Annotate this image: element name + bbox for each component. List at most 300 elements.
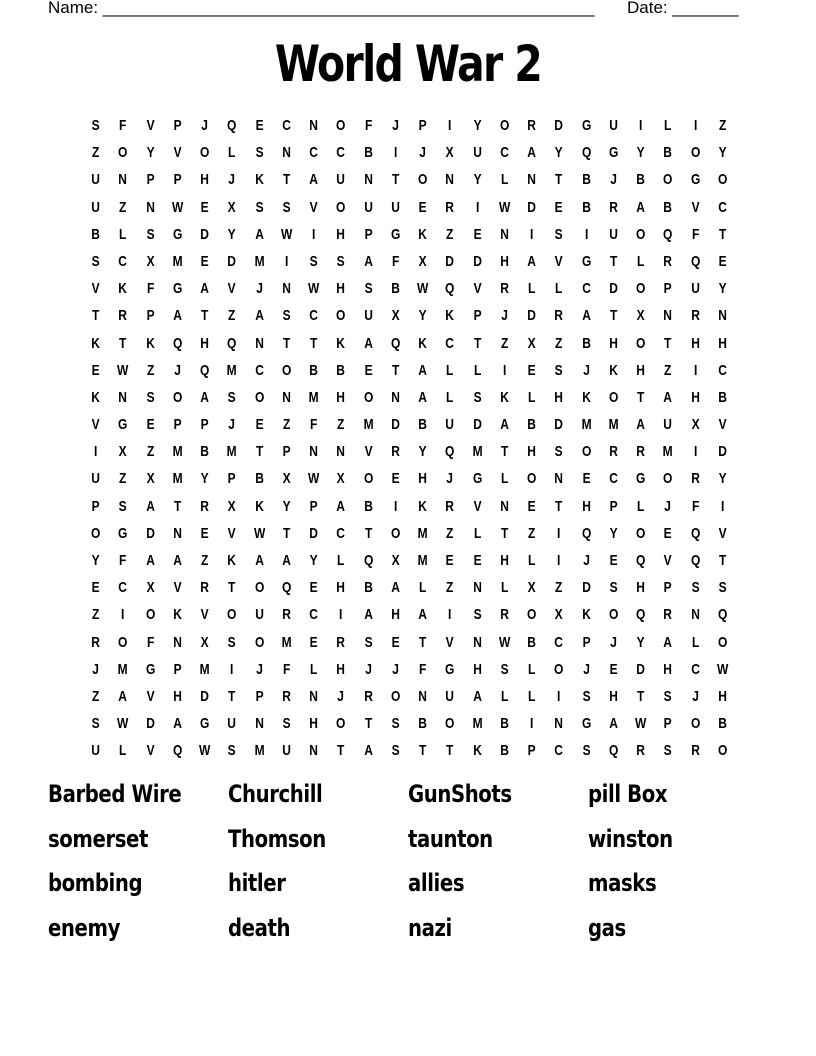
grid-letter: Q [227, 334, 237, 352]
grid-letter: G [145, 660, 155, 678]
grid-letter: B [500, 742, 509, 760]
grid-letter: N [554, 470, 564, 488]
grid-letter: D [527, 307, 536, 325]
grid-letter: J [92, 660, 99, 678]
grid-letter: M [417, 524, 428, 542]
grid-letter: I [529, 715, 534, 733]
grid-letter: N [282, 280, 291, 298]
grid-letter: S [282, 715, 291, 733]
grid-letter: A [282, 552, 291, 569]
grid-letter: U [609, 225, 618, 243]
grid-letter: X [391, 552, 400, 569]
grid-letter: T [282, 171, 291, 189]
grid-letter: R [200, 497, 209, 515]
grid-letter: O [336, 198, 346, 216]
grid-letter: N [690, 606, 700, 624]
grid-letter: I [557, 524, 561, 542]
grid-letter: S [500, 660, 509, 678]
grid-letter: R [609, 198, 618, 216]
grid-letter: N [527, 171, 536, 189]
grid-letter: L [119, 225, 127, 243]
grid-letter: R [445, 497, 455, 515]
grid-letter: T [636, 687, 645, 705]
grid-letter: A [663, 633, 673, 651]
grid-letter: B [254, 470, 264, 488]
grid-letter: C [118, 579, 128, 597]
grid-letter: F [364, 117, 372, 134]
grid-letter: T [228, 579, 236, 597]
grid-letter: B [363, 144, 373, 162]
grid-row [82, 112, 736, 139]
grid-letter: I [693, 443, 697, 461]
grid-letter: M [254, 742, 265, 760]
grid-letter: H [309, 715, 318, 733]
grid-letter: Z [119, 470, 127, 488]
grid-letter: N [718, 307, 727, 325]
grid-row [82, 656, 736, 683]
grid-letter: M [308, 388, 319, 406]
grid-letter: A [254, 225, 264, 243]
grid-letter: O [390, 524, 401, 542]
grid-letter: U [91, 198, 100, 216]
grid-letter: T [664, 334, 672, 352]
grid-letter: B [581, 334, 591, 352]
grid-letter: N [118, 388, 128, 406]
grid-letter: O [717, 633, 728, 651]
grid-letter: O [690, 144, 700, 162]
grid-letter: P [146, 171, 155, 189]
grid-letter: S [146, 225, 155, 243]
grid-letter: O [554, 660, 564, 678]
grid-letter: P [146, 307, 155, 325]
grid-letter: B [636, 171, 645, 189]
grid-letter: M [117, 660, 128, 678]
grid-letter: J [255, 660, 263, 678]
grid-letter: S [227, 633, 236, 651]
grid-letter: N [145, 198, 155, 216]
grid-row [82, 683, 736, 710]
grid-letter: U [363, 307, 373, 325]
grid-letter: L [555, 280, 563, 298]
grid-letter: A [363, 252, 373, 270]
grid-letter: K [336, 334, 346, 352]
grid-letter: R [336, 633, 346, 651]
grid-letter: K [500, 388, 509, 406]
grid-letter: M [581, 416, 592, 434]
grid-letter: Z [91, 606, 100, 624]
grid-letter: O [336, 117, 346, 134]
grid-letter: W [117, 361, 129, 379]
grid-letter: N [500, 225, 509, 243]
grid-letter: H [690, 388, 700, 406]
grid-letter: Z [119, 198, 127, 216]
grid-letter: B [718, 388, 727, 406]
grid-letter: S [473, 388, 482, 406]
grid-letter: U [472, 144, 482, 162]
grid-letter: L [664, 117, 672, 134]
grid-letter: Y [718, 144, 727, 162]
grid-letter: H [336, 579, 346, 597]
grid-letter: K [472, 742, 482, 760]
grid-letter: T [446, 742, 454, 760]
grid-letter: I [393, 144, 398, 162]
grid-letter: U [363, 198, 373, 216]
grid-letter: V [91, 416, 100, 434]
grid-letter: N [309, 742, 318, 760]
grid-letter: P [663, 280, 672, 298]
grid-letter: E [255, 117, 264, 134]
grid-letter: P [609, 497, 618, 515]
grid-letter: S [391, 715, 400, 733]
grid-letter: H [609, 687, 618, 705]
grid-letter: N [118, 171, 128, 189]
grid-letter: L [527, 660, 536, 678]
grid-letter: J [582, 660, 590, 678]
grid-letter: J [582, 361, 590, 379]
grid-letter: W [307, 470, 320, 488]
grid-letter: J [337, 687, 345, 705]
grid-letter: R [690, 470, 700, 488]
grid-letter: F [146, 633, 154, 651]
grid-letter: T [282, 524, 291, 542]
grid-letter: E [391, 470, 400, 488]
grid-letter: P [527, 742, 536, 760]
grid-letter: X [336, 470, 345, 488]
grid-letter: M [172, 252, 183, 270]
grid-letter: N [336, 443, 346, 461]
grid-letter: M [254, 252, 265, 270]
grid-letter: B [527, 416, 536, 434]
grid-letter: X [691, 416, 700, 434]
grid-letter: E [418, 198, 427, 216]
grid-letter: A [363, 606, 373, 624]
grid-letter: V [227, 280, 236, 298]
grid-letter: D [200, 225, 209, 243]
grid-row [82, 275, 736, 302]
grid-letter: O [663, 171, 673, 189]
grid-letter: R [690, 307, 700, 325]
grid-letter: C [690, 660, 700, 678]
grid-row [82, 438, 736, 465]
grid-letter: T [391, 171, 400, 189]
grid-letter: P [418, 117, 427, 134]
grid-letter: L [527, 552, 536, 569]
grid-letter: H [200, 171, 209, 189]
grid-letter: F [418, 660, 427, 678]
grid-letter: E [309, 579, 318, 597]
grid-letter: Q [690, 524, 700, 542]
grid-letter: K [445, 307, 455, 325]
grid-letter: G [472, 470, 482, 488]
grid-letter: O [281, 361, 292, 379]
grid-letter: A [527, 144, 536, 162]
grid-letter: D [636, 660, 645, 678]
grid-letter: S [663, 742, 672, 760]
grid-letter: M [472, 715, 483, 733]
grid-letter: C [309, 307, 318, 325]
grid-letter: I [720, 497, 725, 515]
grid-letter: L [446, 388, 454, 406]
grid-letter: L [527, 388, 536, 406]
grid-letter: I [529, 225, 534, 243]
grid-row [82, 737, 736, 764]
grid-letter: Y [200, 470, 209, 488]
grid-letter: O [663, 470, 673, 488]
grid-letter: I [557, 687, 561, 705]
grid-letter: P [309, 497, 318, 515]
grid-letter: L [228, 144, 236, 162]
word-bank-item: enemy [48, 913, 120, 942]
grid-letter: I [311, 225, 316, 243]
grid-letter: W [280, 225, 293, 243]
grid-letter: U [391, 198, 400, 216]
grid-letter: E [200, 524, 209, 542]
grid-letter: O [608, 388, 619, 406]
grid-letter: H [718, 687, 727, 705]
grid-letter: P [282, 443, 291, 461]
grid-letter: T [228, 687, 236, 705]
grid-letter: B [581, 171, 591, 189]
grid-letter: R [636, 443, 645, 461]
grid-letter: E [309, 633, 318, 651]
grid-row [82, 574, 736, 601]
grid-letter: O [635, 524, 646, 542]
grid-letter: U [91, 470, 100, 488]
grid-letter: C [309, 144, 318, 162]
grid-letter: T [609, 307, 618, 325]
grid-letter: K [173, 606, 182, 624]
grid-letter: T [718, 225, 727, 243]
grid-letter: G [118, 416, 128, 434]
word-bank-item: gas [588, 913, 626, 942]
grid-letter: F [282, 660, 291, 678]
grid-letter: N [663, 307, 673, 325]
grid-letter: W [253, 524, 265, 542]
grid-letter: H [336, 660, 346, 678]
grid-row [82, 520, 736, 547]
grid-letter: S [582, 742, 591, 760]
grid-letter: U [445, 687, 455, 705]
grid-row [82, 357, 736, 384]
grid-letter: I [502, 361, 507, 379]
grid-letter: H [391, 606, 400, 624]
grid-letter: Q [635, 606, 646, 624]
grid-letter: T [473, 334, 481, 352]
grid-letter: L [119, 742, 127, 760]
grid-row [82, 248, 736, 275]
grid-letter: X [527, 334, 536, 352]
grid-letter: H [500, 552, 509, 569]
grid-letter: D [145, 715, 155, 733]
grid-letter: M [226, 443, 237, 461]
grid-letter: E [391, 633, 400, 651]
grid-letter: O [227, 606, 237, 624]
grid-letter: R [363, 687, 373, 705]
grid-letter: U [254, 606, 264, 624]
grid-letter: Q [199, 361, 210, 379]
grid-letter: Y [282, 497, 291, 515]
grid-letter: C [500, 144, 509, 162]
grid-letter: O [254, 633, 264, 651]
grid-letter: G [199, 715, 210, 733]
grid-letter: A [663, 388, 673, 406]
grid-letter: J [228, 171, 236, 189]
grid-letter: O [90, 524, 101, 542]
grid-letter: R [690, 742, 700, 760]
grid-letter: J [228, 416, 236, 434]
grid-letter: T [718, 552, 727, 569]
grid-letter: T [282, 334, 291, 352]
grid-letter: S [554, 225, 563, 243]
grid-letter: X [227, 198, 236, 216]
grid-letter: N [363, 171, 373, 189]
grid-letter: V [663, 552, 672, 569]
grid-letter: K [418, 334, 427, 352]
grid-row [82, 547, 736, 574]
grid-letter: G [172, 280, 183, 298]
name-field-label: Name: ____________________________________________________ [48, 0, 595, 17]
grid-letter: E [91, 579, 100, 597]
grid-letter: T [609, 252, 618, 270]
grid-letter: R [282, 687, 291, 705]
grid-letter: L [691, 633, 699, 651]
grid-letter: S [309, 252, 318, 270]
grid-letter: Y [418, 443, 427, 461]
grid-letter: G [445, 660, 455, 678]
grid-letter: L [337, 552, 345, 569]
grid-letter: Z [146, 361, 154, 379]
grid-letter: O [581, 443, 591, 461]
grid-letter: Z [91, 144, 100, 162]
grid-letter: R [200, 579, 209, 597]
grid-letter: O [690, 715, 700, 733]
grid-letter: O [499, 117, 510, 134]
grid-letter: M [172, 443, 183, 461]
grid-letter: H [718, 334, 727, 352]
grid-letter: K [91, 334, 100, 352]
grid-letter: L [636, 252, 645, 270]
grid-letter: H [200, 334, 209, 352]
grid-letter: K [418, 497, 427, 515]
grid-letter: N [418, 687, 427, 705]
grid-letter: R [500, 280, 509, 298]
grid-letter: W [171, 198, 184, 216]
grid-letter: Q [172, 334, 183, 352]
word-bank-item: nazi [408, 913, 452, 942]
grid-letter: L [527, 687, 536, 705]
grid-letter: L [636, 497, 645, 515]
grid-letter: S [473, 606, 482, 624]
word-bank-item: Churchill [228, 780, 323, 808]
grid-letter: V [473, 280, 482, 298]
grid-letter: L [473, 361, 481, 379]
grid-letter: S [364, 633, 373, 651]
grid-letter: J [664, 497, 672, 515]
grid-letter: R [391, 443, 400, 461]
grid-letter: S [609, 579, 618, 597]
grid-letter: F [119, 552, 127, 569]
grid-letter: I [584, 225, 588, 243]
grid-letter: A [145, 497, 155, 515]
grid-letter: O [717, 742, 728, 760]
grid-letter: E [718, 252, 727, 270]
grid-letter: T [119, 334, 127, 352]
grid-letter: J [582, 552, 590, 569]
grid-letter: E [554, 198, 563, 216]
grid-letter: R [609, 443, 618, 461]
grid-letter: S [255, 198, 264, 216]
word-bank-item: winston [588, 824, 673, 853]
word-bank-item: death [228, 913, 291, 942]
grid-letter: Q [608, 742, 619, 760]
grid-letter: D [609, 280, 618, 298]
grid-letter: V [173, 144, 182, 162]
grid-row [82, 411, 736, 438]
grid-letter: U [227, 715, 237, 733]
grid-letter: A [581, 307, 591, 325]
grid-letter: S [118, 497, 127, 515]
grid-letter: K [418, 225, 427, 243]
grid-letter: G [581, 252, 591, 270]
grid-letter: X [418, 252, 427, 270]
grid-letter: B [363, 497, 373, 515]
grid-letter: I [284, 252, 289, 270]
grid-letter: C [554, 633, 564, 651]
grid-letter: F [309, 416, 318, 434]
grid-letter: Y [146, 144, 155, 162]
grid-letter: E [527, 497, 536, 515]
grid-letter: Z [282, 416, 291, 434]
grid-letter: A [636, 198, 645, 216]
grid-letter: V [173, 579, 182, 597]
grid-letter: H [472, 660, 482, 678]
grid-letter: P [173, 416, 182, 434]
grid-letter: Q [281, 579, 292, 597]
word-bank-item: Barbed Wire [48, 780, 182, 808]
grid-letter: H [500, 252, 509, 270]
grid-letter: U [282, 742, 291, 760]
grid-letter: M [472, 443, 483, 461]
grid-letter: C [309, 606, 318, 624]
grid-letter: E [473, 552, 482, 569]
grid-letter: Z [555, 579, 563, 597]
grid-letter: T [500, 443, 509, 461]
grid-letter: T [391, 361, 400, 379]
grid-letter: D [391, 416, 400, 434]
grid-letter: D [554, 416, 564, 434]
grid-letter: I [339, 606, 343, 624]
grid-letter: U [663, 416, 673, 434]
grid-letter: W [416, 280, 429, 298]
grid-row [82, 493, 736, 520]
grid-letter: A [309, 171, 318, 189]
grid-letter: J [201, 117, 208, 134]
grid-letter: Y [91, 552, 100, 569]
grid-letter: I [638, 117, 643, 134]
grid-letter: A [418, 361, 427, 379]
grid-letter: U [91, 171, 100, 189]
grid-letter: Y [473, 171, 482, 189]
grid-letter: R [118, 307, 128, 325]
grid-letter: B [500, 715, 509, 733]
grid-letter: S [718, 579, 727, 597]
grid-letter: J [255, 280, 263, 298]
grid-letter: L [418, 579, 427, 597]
grid-letter: N [254, 715, 264, 733]
grid-letter: O [445, 715, 455, 733]
grid-letter: H [173, 687, 182, 705]
grid-letter: T [500, 524, 509, 542]
